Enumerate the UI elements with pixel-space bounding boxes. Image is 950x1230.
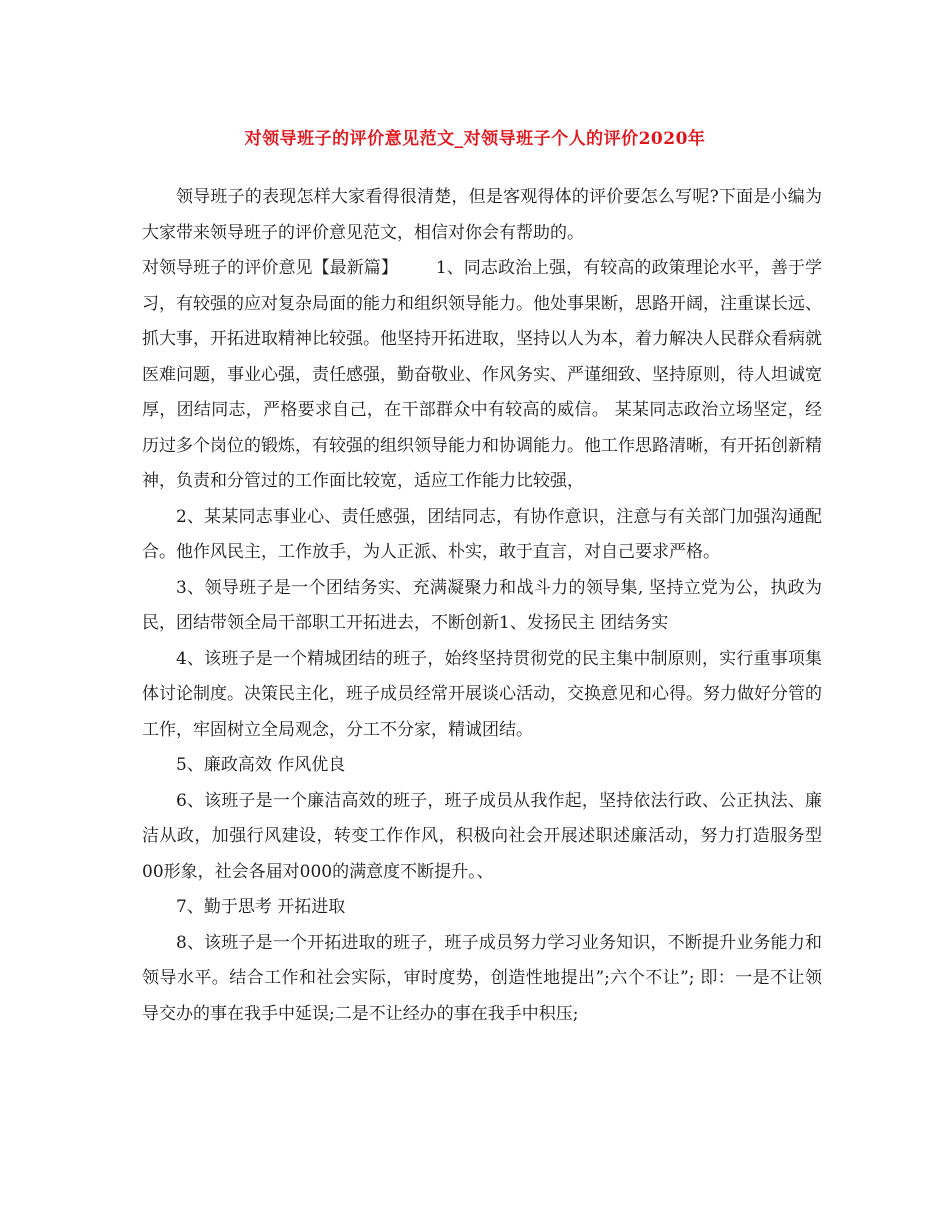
paragraph-5: 5、廉政高效 作风优良 <box>176 755 346 775</box>
document-body <box>142 180 822 1032</box>
paragraph-1-text: 1、同志政治上强，有较高的政策理论水平，善于学习，有较强的应对复杂局面的能力和组织领导能力。他处事果断，思路开阔，注重谋长远、抓大事，开拓进取精神比较强。他坚持开拓进取，坚持以人为本，着力解决人民群众看病就医难问题，事业心强，责任感强，勤奋敬业、作风务实、严谨细致、坚持原则，待人坦诚宽厚，团结同志，严格要求自己，在干部群众中有较高的威信。 某某同志政治立场坚定，经历过多个岗位的锻炼，有较强的组织领导能力和协调能力。他工作思路清晰，有开拓创新精神，负责和分管过的工作面比较宽，适应工作能力比较强， <box>142 258 822 491</box>
intro-paragraph: 领导班子的表现怎样大家看得很清楚，但是客观得体的评价要怎么写呢?下面是小编为大家带来领导班子的评价意见范文，相信对你会有帮助的。 <box>142 187 822 243</box>
paragraph-7: 7、勤于思考 开拓进取 <box>176 897 346 917</box>
paragraph-3: 3、领导班子是一个团结务实、充满凝聚力和战斗力的领导集, 坚持立党为公，执政为民，团结带领全局干部职工开拓进去，不断创新1、发扬民主 团结务实 <box>142 577 822 633</box>
paragraph-6: 6、该班子是一个廉洁高效的班子，班子成员从我作起，坚持依法行政、公正执法、廉洁从政，加强行风建设，转变工作作风，积极向社会开展述职述廉活动，努力打造服务型00形象，社会各届对000的满意度不断提升。、 <box>142 790 822 882</box>
document-title: 对领导班子的评价意见范文_对领导班子个人的评价2020年 <box>244 129 706 149</box>
section-heading: 对领导班子的评价意见【最新篇】 <box>142 258 398 278</box>
paragraph-8: 8、该班子是一个开拓进取的班子，班子成员努力学习业务知识，不断提升业务能力和领导水平。结合工作和社会实际，审时度势，创造性地提出”;六个不让”; 即：一是不让领导交办的事在我手中延误;二是不让经办的事在我手中积压; <box>142 932 822 1024</box>
section-paragraph-1 <box>142 251 822 500</box>
paragraph-2: 2、某某同志事业心、责任感强，团结同志，有协作意识，注意与有关部门加强沟通配合。他作风民主，工作放手，为人正派、朴实，敢于直言，对自己要求严格。 <box>142 506 822 562</box>
paragraph-4: 4、该班子是一个精城团结的班子，始终坚持贯彻党的民主集中制原则，实行重事项集体讨论制度。决策民主化，班子成员经常开展谈心活动，交换意见和心得。努力做好分管的工作，牢固树立全局观念，分工不分家，精诚团结。 <box>142 648 822 740</box>
